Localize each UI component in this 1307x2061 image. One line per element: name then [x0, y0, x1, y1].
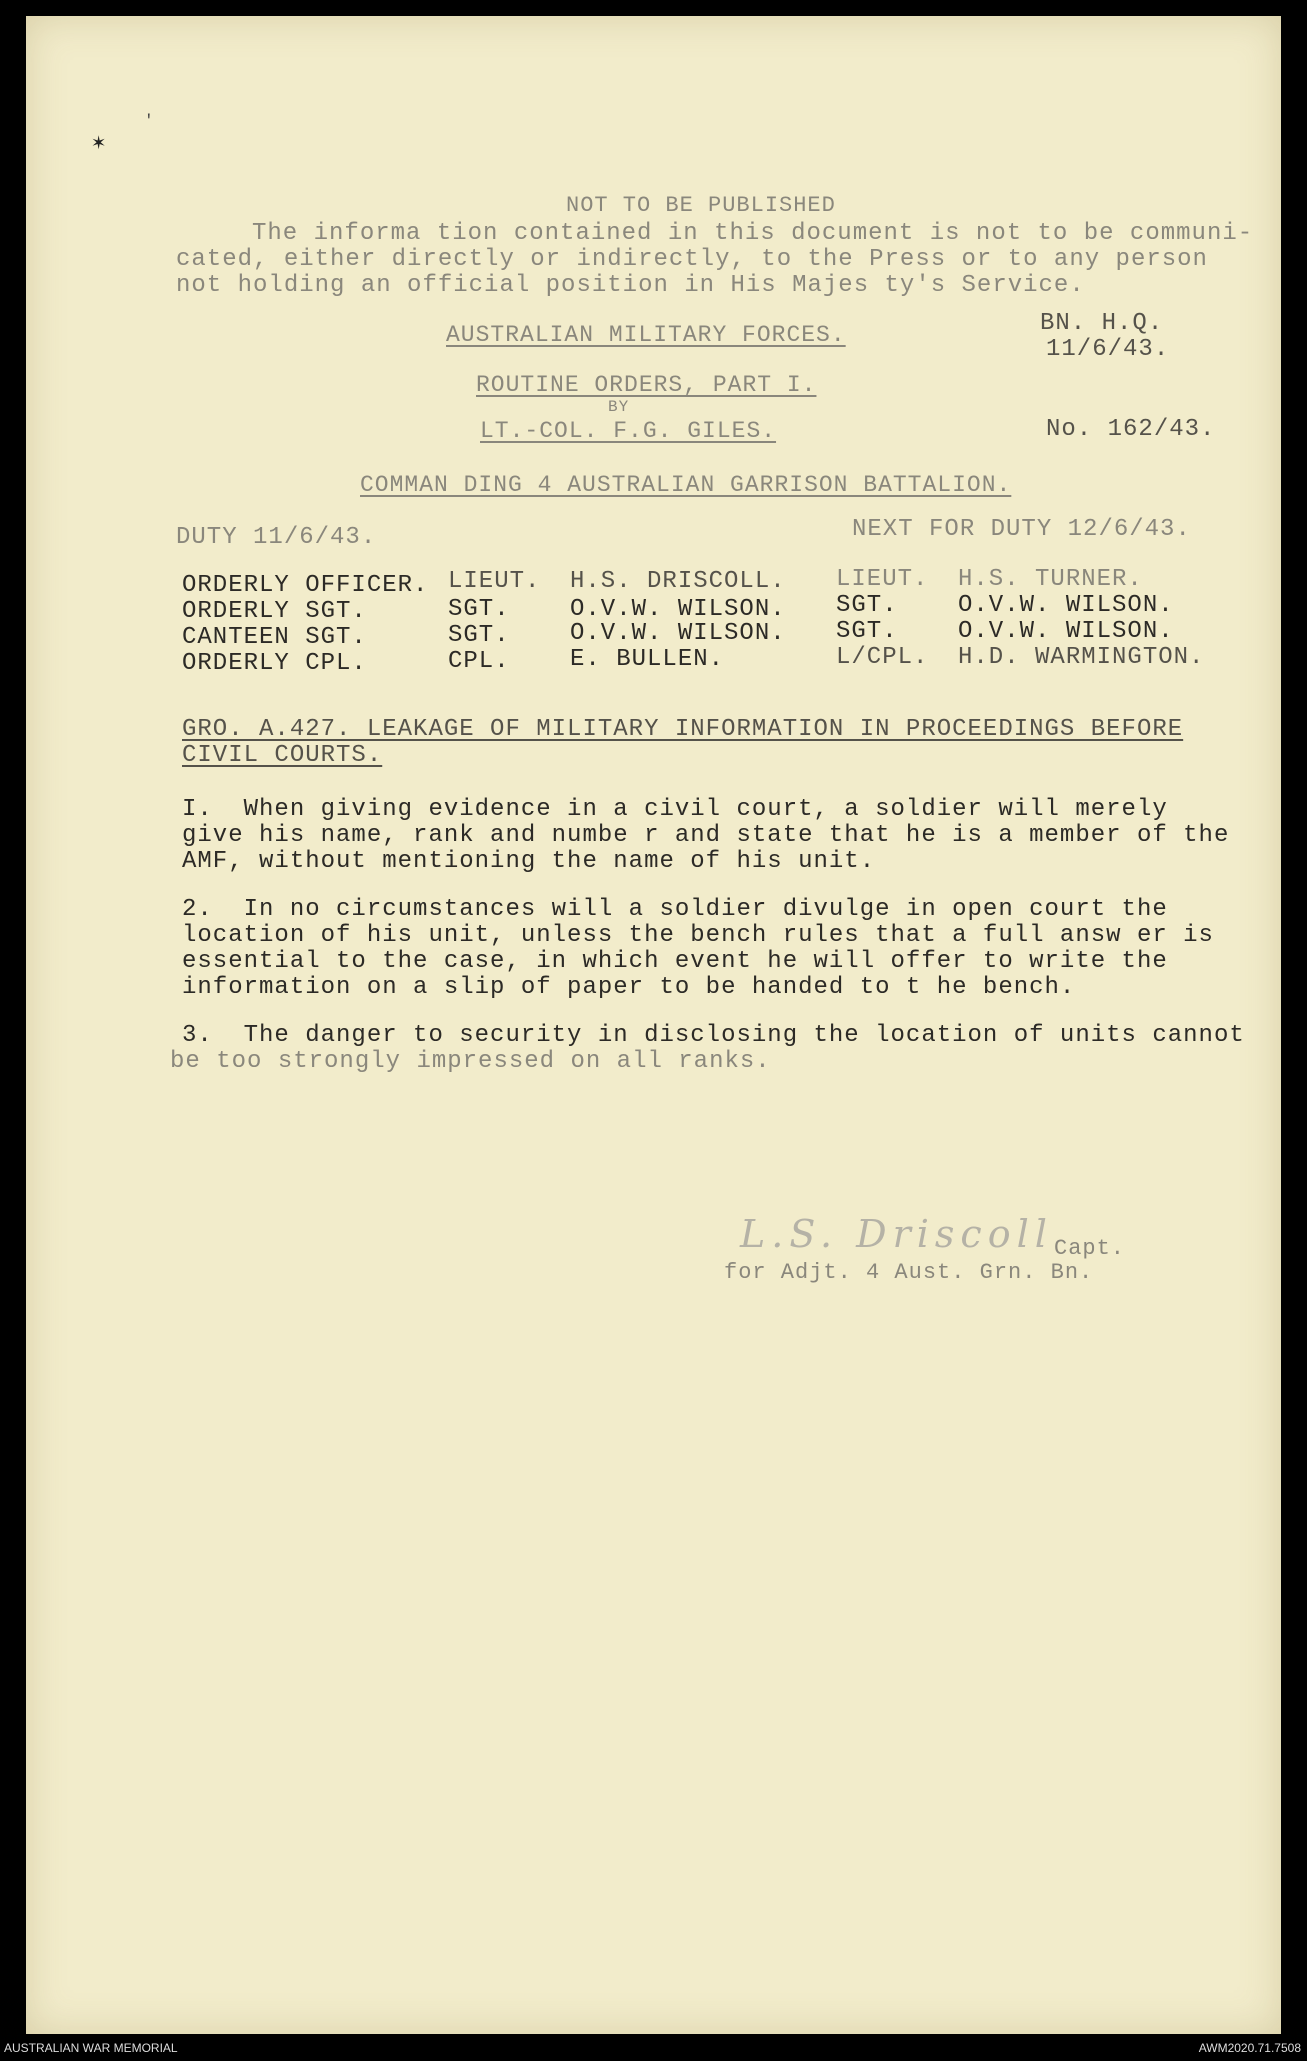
- handwritten-signature: L.S. Driscoll: [740, 1212, 1053, 1256]
- heading-date: 11/6/43.: [1046, 336, 1170, 363]
- paragraph-line: 3. The danger to security in disclosing the location of units cannot: [182, 1022, 1245, 1049]
- roster-role: CANTEEN SGT.: [182, 624, 367, 651]
- footer-source: AUSTRALIAN WAR MEMORIAL: [4, 2041, 178, 2055]
- roster-role: ORDERLY OFFICER.: [182, 572, 429, 599]
- footer-id: AWM2020.71.7508: [1198, 2041, 1301, 2055]
- roster-next-rank: SGT.: [836, 592, 898, 619]
- roster-role: ORDERLY CPL.: [182, 650, 367, 677]
- roster-rank: SGT.: [448, 596, 510, 623]
- roster-rank: SGT.: [448, 622, 510, 649]
- heading-orders: ROUTINE ORDERS, PART I.: [476, 372, 817, 398]
- heading-forces: AUSTRALIAN MILITARY FORCES.: [446, 322, 846, 348]
- duty-next: NEXT FOR DUTY 12/6/43.: [852, 516, 1191, 543]
- roster-name: H.S. DRISCOLL.: [570, 568, 786, 595]
- heading-officer: LT.-COL. F.G. GILES.: [480, 418, 777, 444]
- roster-next-name: O.V.W. WILSON.: [958, 592, 1174, 619]
- paragraph-line: essential to the case, in which event he will offer to write the: [182, 948, 1168, 975]
- notice-line-3: not holding an official position in His Majes ty's Service.: [176, 272, 1085, 299]
- asterisk-mark-icon: ✶: [92, 131, 106, 156]
- paragraph-line: I. When giving evidence in a civil court, a soldier will merely: [182, 796, 1168, 823]
- signature-title: for Adjt. 4 Aust. Grn. Bn.: [724, 1260, 1094, 1285]
- notice-title: NOT TO BE PUBLISHED: [566, 193, 836, 218]
- paragraph-line: AMF, without mentioning the name of his unit.: [182, 848, 876, 875]
- notice-line-1: The informa tion contained in this document is not to be communi-: [252, 220, 1254, 247]
- roster-role: ORDERLY SGT.: [182, 598, 367, 625]
- paragraph-line: location of his unit, unless the bench rules that a full answ er is: [182, 922, 1214, 949]
- notice-line-2: cated, either directly or indirectly, to the Press or to any person: [176, 246, 1208, 273]
- heading-number: No. 162/43.: [1046, 416, 1216, 443]
- paragraph-line: information on a slip of paper to be handed to t he bench.: [182, 974, 1076, 1001]
- roster-name: O.V.W. WILSON.: [570, 620, 786, 647]
- roster-next-name: H.D. WARMINGTON.: [958, 644, 1205, 671]
- paragraph-line: give his name, rank and numbe r and state that he is a member of the: [182, 822, 1230, 849]
- roster-rank: CPL.: [448, 648, 510, 675]
- roster-name: O.V.W. WILSON.: [570, 596, 786, 623]
- paragraph-line: be too strongly impressed on all ranks.: [170, 1048, 771, 1075]
- roster-next-name: H.S. TURNER.: [958, 566, 1143, 593]
- roster-name: E. BULLEN.: [570, 646, 725, 673]
- tick-mark-icon: ': [144, 112, 154, 130]
- order-title-line-2: CIVIL COURTS.: [182, 742, 383, 769]
- roster-next-rank: SGT.: [836, 618, 898, 645]
- roster-next-name: O.V.W. WILSON.: [958, 618, 1174, 645]
- heading-commanding: COMMAN DING 4 AUSTRALIAN GARRISON BATTALION.: [360, 472, 1012, 498]
- signature-rank: Capt.: [1054, 1236, 1126, 1261]
- roster-next-rank: L/CPL.: [836, 644, 929, 671]
- roster-next-rank: LIEUT.: [836, 566, 929, 593]
- heading-by: BY: [608, 398, 630, 416]
- duty-current: DUTY 11/6/43.: [176, 524, 377, 551]
- roster-rank: LIEUT.: [448, 568, 541, 595]
- heading-hq: BN. H.Q.: [1040, 310, 1164, 337]
- paragraph-line: 2. In no circumstances will a soldier divulge in open court the: [182, 896, 1168, 923]
- order-title-line-1: GRO. A.427. LEAKAGE OF MILITARY INFORMATION IN PROCEEDINGS BEFORE: [182, 716, 1184, 743]
